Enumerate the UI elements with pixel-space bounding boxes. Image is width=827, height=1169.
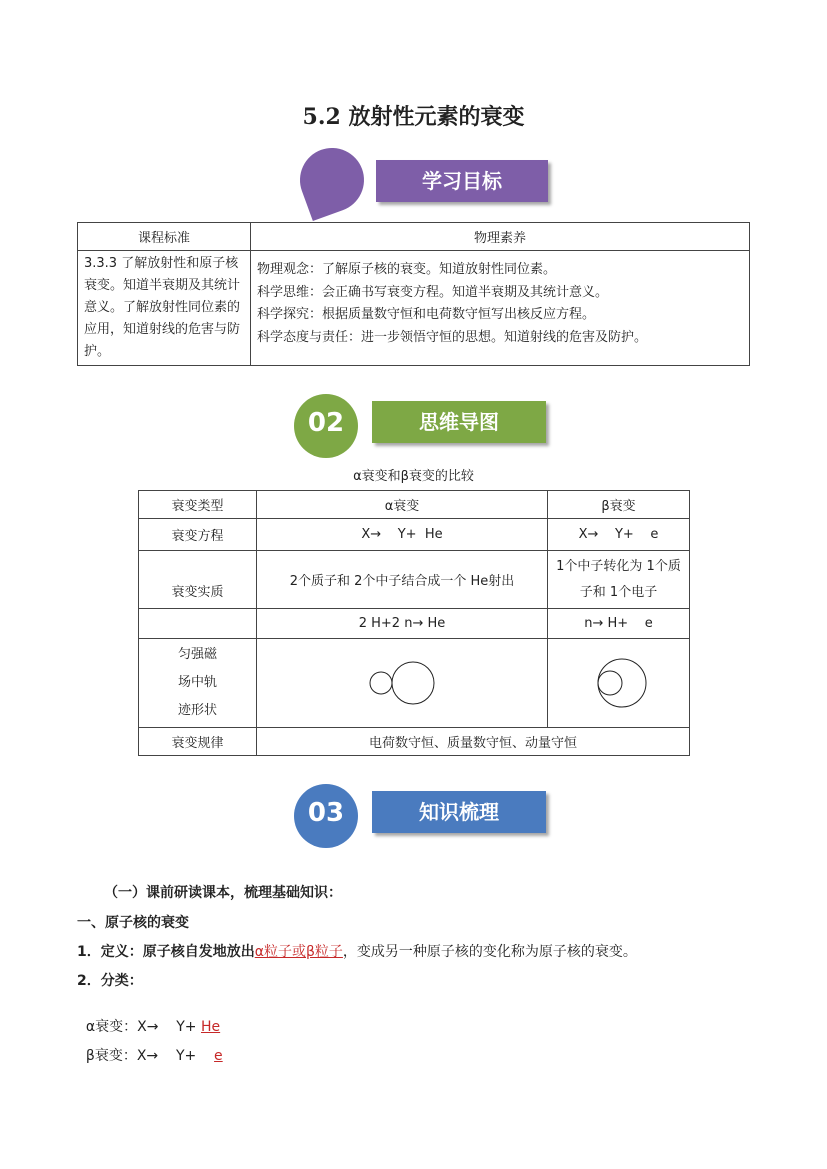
badge-learning-goals	[300, 148, 560, 214]
cell: 衰变规律	[139, 728, 257, 756]
cell: X→ Y+ e	[548, 519, 690, 551]
alpha-prefix: α衰变：X→ Y+	[85, 1019, 201, 1035]
badge-knowledge	[294, 784, 564, 850]
cell-track-label	[139, 639, 257, 728]
beta-decay-line	[77, 1029, 223, 1065]
literacy-line: 科学态度与责任：进一步领悟守恒的思想。知道射线的危害及防护。	[257, 329, 648, 345]
subsection-heading: 一、原子核的衰变	[77, 915, 189, 931]
cell: 衰变实质	[139, 551, 257, 609]
definition-prefix: 1．定义：原子核自发地放出	[77, 944, 255, 960]
standard-text: 3.3.3 了解放射性和原子核衰变。知道半衰期及其统计意义。了解放射性同位素的应用，知道射线的危害与防护。	[78, 251, 251, 366]
cell: 1个中子转化为 1个质子和 1个电子	[548, 551, 690, 609]
beta-answer: e	[214, 1048, 223, 1064]
section-heading: （一）课前研读课本，梳理基础知识：	[104, 885, 342, 901]
page-title: 5.2 放射性元素的衰变	[302, 104, 525, 130]
cell: X→ Y+ He	[257, 519, 548, 551]
badge-circle	[291, 139, 373, 221]
literacy-line: 物理观念：了解原子核的衰变。知道放射性同位素。	[257, 262, 557, 277]
literacy-line: 科学思维：会正确书写衰变方程。知道半衰期及其统计意义。	[257, 284, 609, 300]
badge-number: 02	[307, 408, 345, 438]
cell: 2个质子和 2个中子结合成一个 He射出	[257, 551, 548, 609]
literacy-line: 科学探究：根据质量数守恒和电荷数守恒写出核反应方程。	[257, 307, 596, 322]
cell: α衰变	[257, 491, 548, 519]
definition-suffix: ，变成另一种原子核的变化称为原子核的衰变。	[342, 944, 637, 960]
small-circle	[598, 671, 622, 695]
cell: 衰变类型	[139, 491, 257, 519]
small-circle	[370, 672, 392, 694]
cell: 电荷数守恒、质量数守恒、动量守恒	[257, 728, 690, 756]
badge-label: 学习目标	[376, 160, 548, 202]
literacy-list	[251, 251, 750, 366]
cell: n→ H+ e	[548, 609, 690, 639]
cell: 2 H+2 n→ He	[257, 609, 548, 639]
alpha-track-diagram	[357, 651, 447, 711]
alpha-answer: He	[201, 1019, 221, 1035]
track-label-line: 匀强磁	[177, 647, 217, 662]
cell	[139, 609, 257, 639]
beta-track-cell	[548, 639, 690, 728]
cell: 衰变方程	[139, 519, 257, 551]
table-caption: α衰变和β衰变的比较	[353, 469, 474, 484]
col-head-literacy: 物理素养	[251, 223, 750, 251]
badge-label: 思维导图	[372, 401, 546, 443]
decay-comparison-table	[138, 490, 690, 756]
badge-number: 03	[307, 798, 345, 828]
definition-line	[77, 941, 637, 961]
objectives-table	[77, 222, 750, 366]
track-label-line: 迹形状	[177, 703, 217, 718]
beta-prefix: β衰变：X→ Y+	[85, 1048, 215, 1064]
cell: β衰变	[548, 491, 690, 519]
beta-track-diagram	[584, 651, 654, 711]
large-circle	[392, 662, 434, 704]
alpha-track-cell	[257, 639, 548, 728]
track-label-line: 场中轨	[177, 675, 217, 690]
badge-label: 知识梳理	[372, 791, 546, 833]
badge-mind-map	[294, 394, 564, 460]
definition-answer: α粒子或β粒子	[254, 944, 343, 960]
col-head-standard: 课程标准	[78, 223, 251, 251]
classification-heading: 2．分类：	[77, 973, 143, 989]
